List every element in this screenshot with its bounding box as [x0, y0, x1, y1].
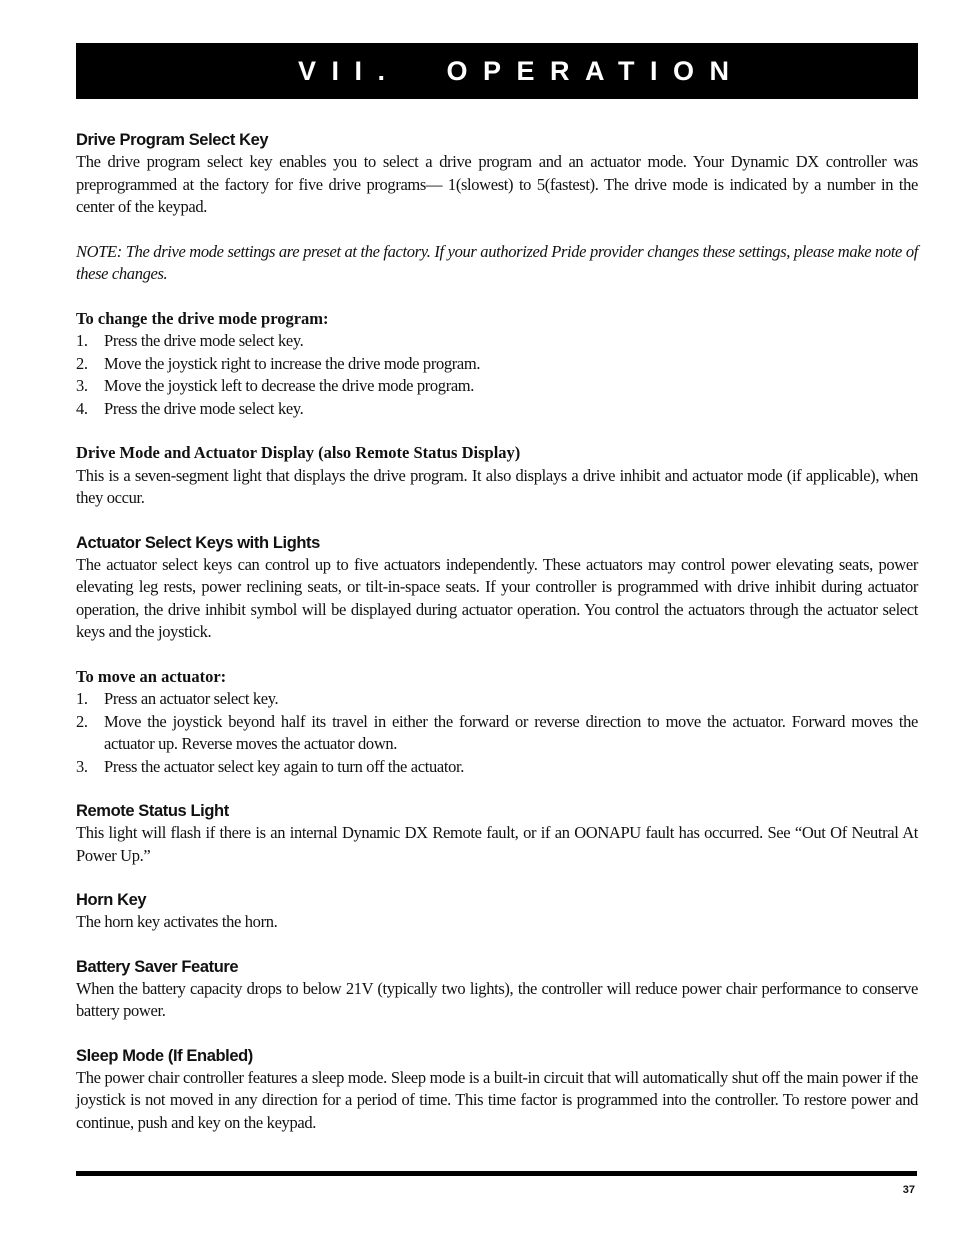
content	[76, 129, 918, 1134]
heading-actuator-keys: Actuator Select Keys with Lights	[76, 533, 320, 552]
page-number: 37	[902, 1184, 915, 1196]
list-move-actuator	[76, 688, 918, 778]
paragraph-actuator-keys: The actuator select keys can control up to five actuators independently. These actuators may control power elevating seats, power elevating leg rests, power reclining seats, or tilt-in-space seats. If your controller is programmed with drive inhibit during actuator operation, the drive inhibit symbol will be displayed during actuator operation. You control the actuators through the actuator select keys and the joystick.	[76, 554, 918, 641]
paragraph-battery: When the battery capacity drops to below 21V (typically two lights), the controller will reduce power chair performance to conserve battery power.	[76, 978, 918, 1020]
list-item: 4. Press the drive mode select key.	[76, 398, 304, 418]
heading-display: Drive Mode and Actuator Display (also Remote Status Display)	[76, 443, 521, 462]
list-item: 3. Move the joystick left to decrease the drive mode program.	[76, 376, 475, 395]
heading-drive-program: Drive Program Select Key	[76, 131, 269, 149]
heading-change-mode: To change the drive mode program:	[76, 308, 329, 328]
heading-sleep: Sleep Mode (If Enabled)	[76, 1046, 253, 1065]
page	[76, 43, 918, 1134]
paragraph-drive-program: The drive program select key enables you to select a drive program and an actuator mode. Your Dynamic DX controller was preprogrammed at the factory for five drive programs— 1(slowest) to 5(fastest). The drive mode is indicated by a number in the center of the keypad.	[76, 152, 918, 216]
list-item: 1. Press the drive mode select key.	[76, 331, 304, 350]
paragraph-horn: The horn key activates the horn.	[76, 912, 278, 931]
section-banner	[76, 43, 918, 99]
note-drive-mode: NOTE: The drive mode settings are preset at the factory. If your authorized Pride provider changes these settings, please make note of these changes.	[76, 241, 918, 283]
paragraph-display: This is a seven-segment light that displays the drive program. It also displays a drive inhibit and actuator mode (if applicable), when they occur.	[76, 465, 918, 507]
list-item: 2. Move the joystick right to increase the drive mode program.	[76, 353, 481, 373]
list-item: 1. Press an actuator select key.	[76, 689, 279, 708]
heading-horn: Horn Key	[76, 891, 147, 909]
paragraph-sleep: The power chair controller features a sleep mode. Sleep mode is a built-in circuit that will automatically shut off the main power if the joystick is not moved in any direction for a period of time. This time factor is programmed into the controller. To restore power and continue, push and key on the keypad.	[76, 1067, 918, 1132]
list-item: 3. Press the actuator select key again to turn off the actuator.	[76, 756, 465, 776]
list-item: 2. Move the joystick beyond half its travel in either the forward or reverse direction to move the actuator. Forward moves the actuator up. Reverse moves the actuator down.	[76, 711, 918, 753]
heading-status-light: Remote Status Light	[76, 802, 229, 820]
paragraph-status-light: This light will flash if there is an internal Dynamic DX Remote fault, or if an OONAPU fault has occurred. See “Out Of Neutral At Power Up.”	[76, 823, 918, 865]
heading-battery: Battery Saver Feature	[76, 957, 239, 976]
page-title: VII. OPERATION	[298, 55, 745, 86]
footer-rule	[76, 1171, 917, 1176]
heading-move-actuator: To move an actuator:	[76, 666, 227, 686]
list-change-mode	[76, 330, 918, 420]
